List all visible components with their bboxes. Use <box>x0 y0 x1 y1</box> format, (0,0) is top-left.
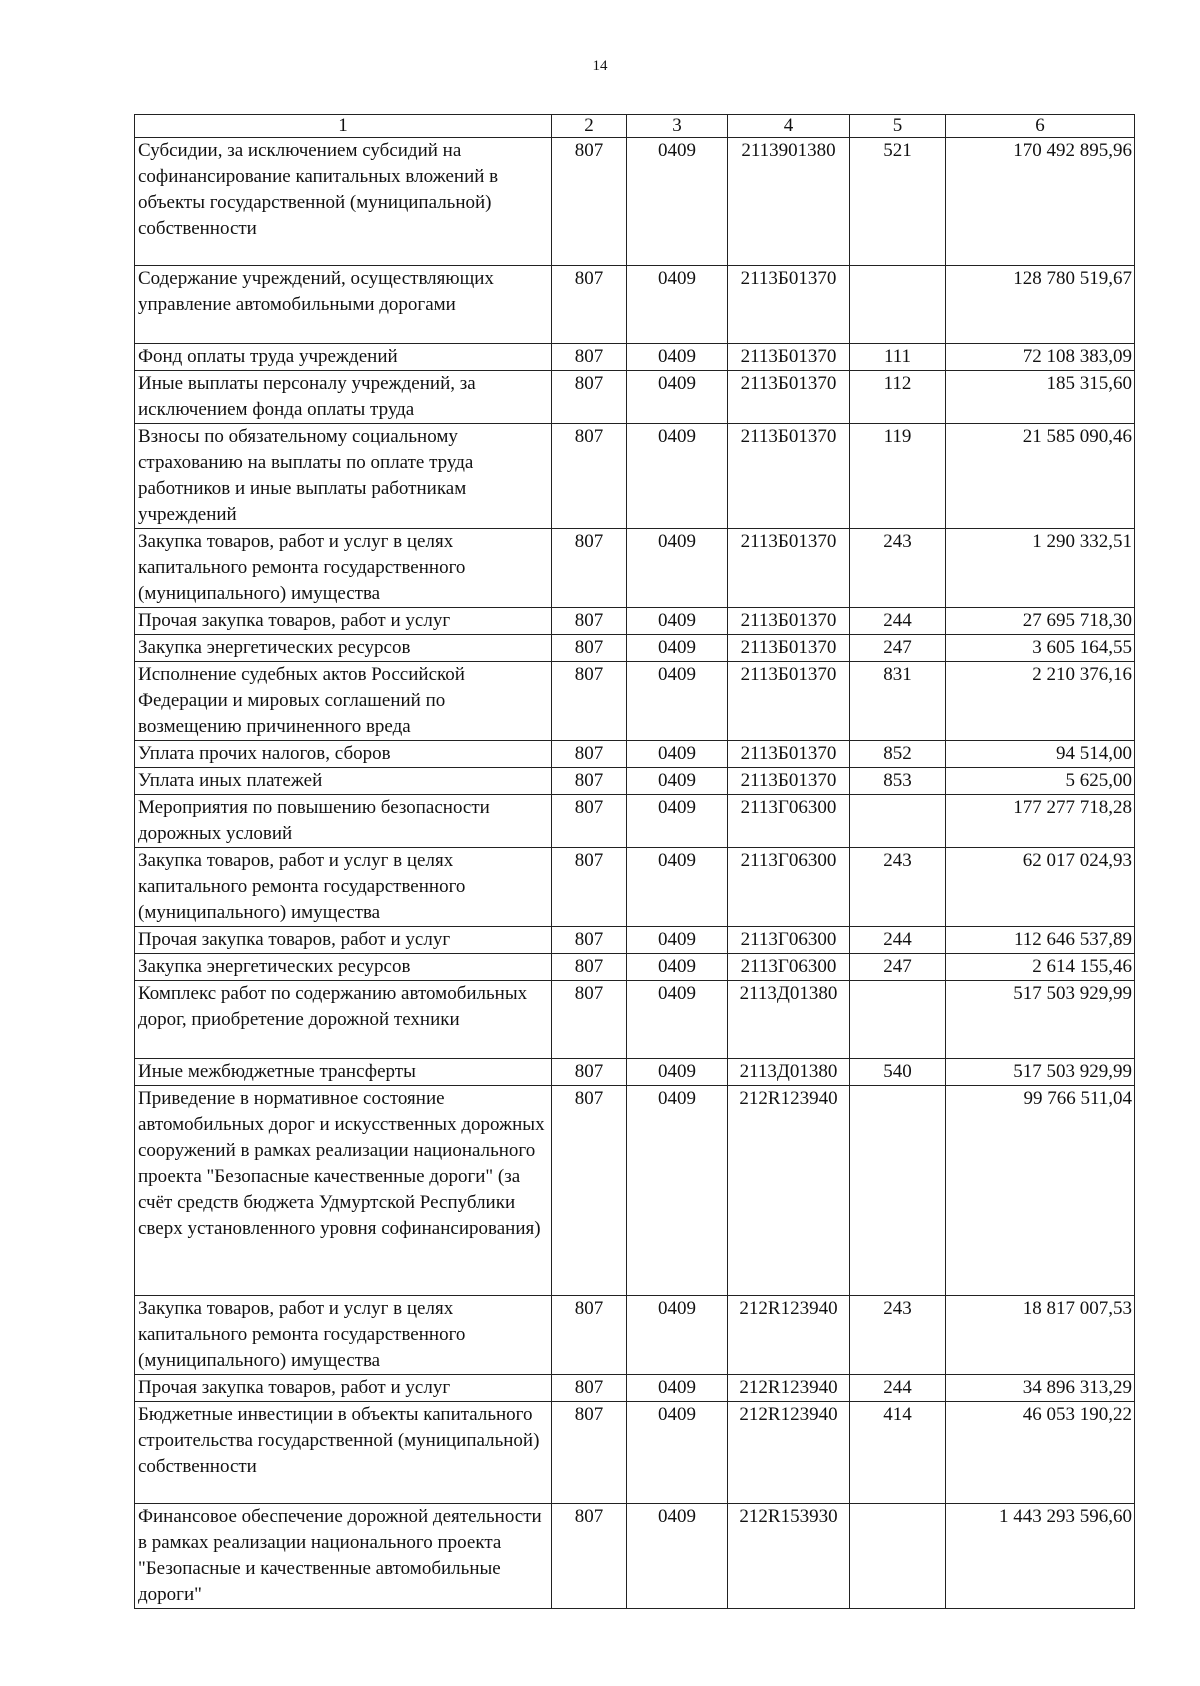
row-col-4: 2113Г06300 <box>728 795 850 848</box>
table-row <box>135 1402 1135 1504</box>
row-col-3: 0409 <box>627 927 728 954</box>
table-row <box>135 1086 1135 1296</box>
row-col-4: 2113Г06300 <box>728 848 850 927</box>
table-row <box>135 138 1135 266</box>
row-col-5 <box>850 981 946 1059</box>
row-col-3: 0409 <box>627 795 728 848</box>
row-name: Уплата прочих налогов, сборов <box>135 741 552 768</box>
row-col-4: 2113Д01380 <box>728 1059 850 1086</box>
row-amount: 2 614 155,46 <box>946 954 1135 981</box>
table-row <box>135 954 1135 981</box>
table-row <box>135 1296 1135 1375</box>
row-col-2: 807 <box>552 1296 627 1375</box>
row-col-2: 807 <box>552 344 627 371</box>
row-col-2: 807 <box>552 848 627 927</box>
row-col-2: 807 <box>552 981 627 1059</box>
row-name: Прочая закупка товаров, работ и услуг <box>135 608 552 635</box>
table-row <box>135 529 1135 608</box>
row-name: Мероприятия по повышению безопасности дорожных условий <box>135 795 552 848</box>
row-col-2: 807 <box>552 768 627 795</box>
row-amount: 517 503 929,99 <box>946 1059 1135 1086</box>
row-name: Уплата иных платежей <box>135 768 552 795</box>
row-name: Фонд оплаты труда учреждений <box>135 344 552 371</box>
row-name: Бюджетные инвестиции в объекты капитального строительства государственной (муниципальной) собственности <box>135 1402 552 1504</box>
row-col-5: 244 <box>850 927 946 954</box>
row-col-5: 111 <box>850 344 946 371</box>
row-amount: 185 315,60 <box>946 371 1135 424</box>
row-amount: 18 817 007,53 <box>946 1296 1135 1375</box>
row-col-5: 119 <box>850 424 946 529</box>
row-col-5: 244 <box>850 1375 946 1402</box>
row-col-5: 243 <box>850 1296 946 1375</box>
header-col-1: 1 <box>135 115 552 138</box>
row-col-4: 2113Д01380 <box>728 981 850 1059</box>
header-col-3: 3 <box>627 115 728 138</box>
row-col-2: 807 <box>552 529 627 608</box>
row-col-5 <box>850 795 946 848</box>
row-col-2: 807 <box>552 662 627 741</box>
row-col-4: 2113Б01370 <box>728 635 850 662</box>
row-col-4: 2113Б01370 <box>728 608 850 635</box>
row-col-4: 2113Б01370 <box>728 768 850 795</box>
table-header <box>135 115 1135 138</box>
row-col-4: 2113Б01370 <box>728 344 850 371</box>
header-col-2: 2 <box>552 115 627 138</box>
row-col-3: 0409 <box>627 424 728 529</box>
header-row <box>135 115 1135 138</box>
table-row <box>135 1059 1135 1086</box>
row-col-5: 112 <box>850 371 946 424</box>
row-col-2: 807 <box>552 424 627 529</box>
row-col-5: 247 <box>850 954 946 981</box>
row-col-3: 0409 <box>627 954 728 981</box>
row-col-3: 0409 <box>627 981 728 1059</box>
row-amount: 27 695 718,30 <box>946 608 1135 635</box>
row-amount: 21 585 090,46 <box>946 424 1135 529</box>
row-amount: 170 492 895,96 <box>946 138 1135 266</box>
row-col-3: 0409 <box>627 1059 728 1086</box>
table-row <box>135 981 1135 1059</box>
row-name: Субсидии, за исключением субсидий на софинансирование капитальных вложений в объекты государственной (муниципальной) собственности <box>135 138 552 266</box>
table-row <box>135 344 1135 371</box>
row-col-3: 0409 <box>627 768 728 795</box>
table-body <box>135 138 1135 1609</box>
row-name: Закупка товаров, работ и услуг в целях капитального ремонта государственного (муниципального) имущества <box>135 529 552 608</box>
row-col-3: 0409 <box>627 635 728 662</box>
table-row <box>135 848 1135 927</box>
table-row <box>135 768 1135 795</box>
budget-table <box>134 114 1135 1609</box>
row-amount: 62 017 024,93 <box>946 848 1135 927</box>
row-col-2: 807 <box>552 266 627 344</box>
row-col-5: 247 <box>850 635 946 662</box>
table-row <box>135 1375 1135 1402</box>
row-amount: 5 625,00 <box>946 768 1135 795</box>
row-amount: 34 896 313,29 <box>946 1375 1135 1402</box>
row-col-4: 212R123940 <box>728 1296 850 1375</box>
row-col-3: 0409 <box>627 608 728 635</box>
row-col-2: 807 <box>552 608 627 635</box>
row-col-5: 243 <box>850 529 946 608</box>
row-col-2: 807 <box>552 954 627 981</box>
table-row <box>135 608 1135 635</box>
row-col-4: 2113Г06300 <box>728 954 850 981</box>
row-col-3: 0409 <box>627 741 728 768</box>
row-name: Исполнение судебных актов Российской Федерации и мировых соглашений по возмещению причиненного вреда <box>135 662 552 741</box>
page-number: 14 <box>592 58 608 74</box>
row-col-3: 0409 <box>627 1296 728 1375</box>
row-amount: 1 443 293 596,60 <box>946 1504 1135 1609</box>
row-amount: 46 053 190,22 <box>946 1402 1135 1504</box>
table-row <box>135 741 1135 768</box>
row-col-2: 807 <box>552 1375 627 1402</box>
table-row <box>135 795 1135 848</box>
row-amount: 112 646 537,89 <box>946 927 1135 954</box>
row-col-2: 807 <box>552 927 627 954</box>
row-col-2: 807 <box>552 371 627 424</box>
row-col-4: 2113Г06300 <box>728 927 850 954</box>
row-col-2: 807 <box>552 1086 627 1296</box>
table-row <box>135 927 1135 954</box>
row-col-2: 807 <box>552 795 627 848</box>
row-name: Финансовое обеспечение дорожной деятельности в рамках реализации национального проекта "Безопасные и качественные автомобильные дороги" <box>135 1504 552 1609</box>
table-row <box>135 424 1135 529</box>
row-col-4: 2113Б01370 <box>728 266 850 344</box>
row-amount: 128 780 519,67 <box>946 266 1135 344</box>
header-col-5: 5 <box>850 115 946 138</box>
header-col-6: 6 <box>946 115 1135 138</box>
row-name: Взносы по обязательному социальному страхованию на выплаты по оплате труда работников и иные выплаты работникам учреждений <box>135 424 552 529</box>
row-col-2: 807 <box>552 635 627 662</box>
row-amount: 99 766 511,04 <box>946 1086 1135 1296</box>
row-col-5: 244 <box>850 608 946 635</box>
row-col-3: 0409 <box>627 138 728 266</box>
row-col-5: 540 <box>850 1059 946 1086</box>
row-col-5: 852 <box>850 741 946 768</box>
row-col-5: 243 <box>850 848 946 927</box>
row-col-3: 0409 <box>627 848 728 927</box>
row-col-2: 807 <box>552 1402 627 1504</box>
row-col-4: 212R123940 <box>728 1086 850 1296</box>
header-col-4: 4 <box>728 115 850 138</box>
row-col-3: 0409 <box>627 529 728 608</box>
row-col-4: 2113Б01370 <box>728 371 850 424</box>
row-col-5: 831 <box>850 662 946 741</box>
row-amount: 517 503 929,99 <box>946 981 1135 1059</box>
row-name: Приведение в нормативное состояние автомобильных дорог и искусственных дорожных сооружений в рамках реализации национального проекта "Безопасные качественные дороги" (за счёт средств бюджета Удмуртской Республики сверх установленного уровня софинансирования) <box>135 1086 552 1296</box>
row-name: Закупка энергетических ресурсов <box>135 954 552 981</box>
row-name: Закупка товаров, работ и услуг в целях капитального ремонта государственного (муниципального) имущества <box>135 848 552 927</box>
row-name: Прочая закупка товаров, работ и услуг <box>135 1375 552 1402</box>
row-col-3: 0409 <box>627 1086 728 1296</box>
row-col-2: 807 <box>552 1504 627 1609</box>
row-col-2: 807 <box>552 1059 627 1086</box>
row-col-3: 0409 <box>627 371 728 424</box>
row-col-4: 212R123940 <box>728 1375 850 1402</box>
row-col-4: 2113Б01370 <box>728 741 850 768</box>
row-col-5: 414 <box>850 1402 946 1504</box>
row-col-4: 212R123940 <box>728 1402 850 1504</box>
row-col-4: 2113Б01370 <box>728 529 850 608</box>
row-col-3: 0409 <box>627 1402 728 1504</box>
row-amount: 72 108 383,09 <box>946 344 1135 371</box>
row-col-3: 0409 <box>627 344 728 371</box>
row-col-4: 2113901380 <box>728 138 850 266</box>
row-name: Закупка энергетических ресурсов <box>135 635 552 662</box>
row-amount: 2 210 376,16 <box>946 662 1135 741</box>
row-col-3: 0409 <box>627 266 728 344</box>
row-name: Иные межбюджетные трансферты <box>135 1059 552 1086</box>
row-col-4: 2113Б01370 <box>728 424 850 529</box>
row-col-2: 807 <box>552 741 627 768</box>
row-name: Комплекс работ по содержанию автомобильных дорог, приобретение дорожной техники <box>135 981 552 1059</box>
row-name: Содержание учреждений, осуществляющих управление автомобильными дорогами <box>135 266 552 344</box>
row-amount: 1 290 332,51 <box>946 529 1135 608</box>
row-col-3: 0409 <box>627 1504 728 1609</box>
table-row <box>135 662 1135 741</box>
row-col-4: 212R153930 <box>728 1504 850 1609</box>
row-name: Иные выплаты персоналу учреждений, за исключением фонда оплаты труда <box>135 371 552 424</box>
table-row <box>135 1504 1135 1609</box>
table-row <box>135 371 1135 424</box>
row-name: Закупка товаров, работ и услуг в целях капитального ремонта государственного (муниципального) имущества <box>135 1296 552 1375</box>
row-amount: 177 277 718,28 <box>946 795 1135 848</box>
table-row <box>135 266 1135 344</box>
row-col-5: 853 <box>850 768 946 795</box>
row-col-5: 521 <box>850 138 946 266</box>
row-amount: 3 605 164,55 <box>946 635 1135 662</box>
row-col-3: 0409 <box>627 662 728 741</box>
row-col-5 <box>850 1504 946 1609</box>
row-amount: 94 514,00 <box>946 741 1135 768</box>
row-col-3: 0409 <box>627 1375 728 1402</box>
row-col-5 <box>850 1086 946 1296</box>
row-col-2: 807 <box>552 138 627 266</box>
row-name: Прочая закупка товаров, работ и услуг <box>135 927 552 954</box>
table-row <box>135 635 1135 662</box>
row-col-4: 2113Б01370 <box>728 662 850 741</box>
row-col-5 <box>850 266 946 344</box>
